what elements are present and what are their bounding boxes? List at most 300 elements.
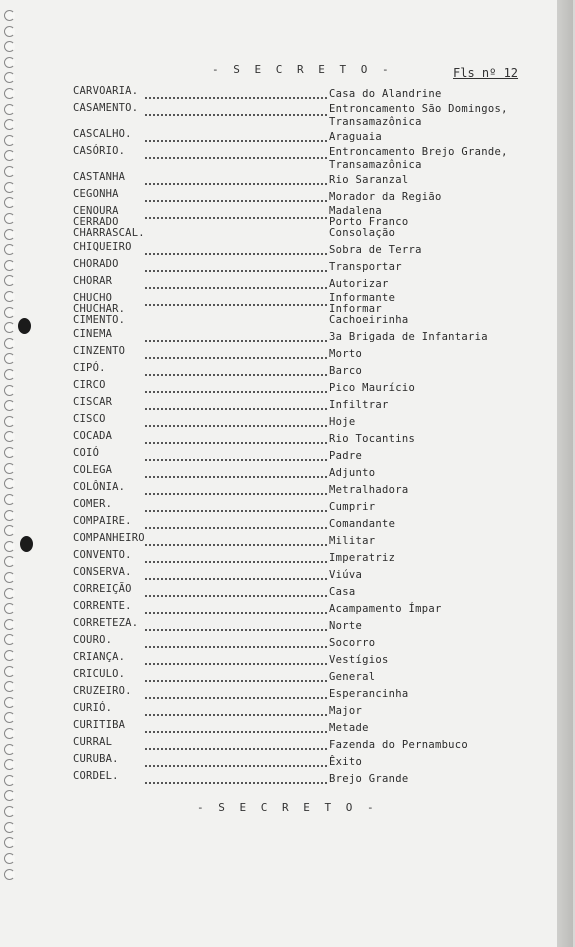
dot-leader — [145, 270, 327, 272]
codeword — [73, 346, 125, 356]
codeword-text: CORRETEZA. — [73, 617, 139, 629]
punch-hole — [4, 510, 15, 521]
codeword-meaning — [329, 550, 395, 567]
dot-leader — [145, 425, 327, 427]
codeword-meaning — [329, 189, 442, 206]
codeword — [73, 499, 112, 509]
dot-leader — [145, 157, 327, 159]
codeword — [73, 380, 106, 390]
codeword-entry — [73, 346, 543, 363]
codeword — [73, 516, 132, 526]
punch-hole — [4, 634, 15, 645]
binder-hole-mark — [20, 536, 33, 552]
meaning-text: Casa do Alandrine — [329, 88, 442, 100]
meaning-text: Infiltrar — [329, 399, 389, 411]
meaning-text: Rio Saranzal — [329, 174, 409, 186]
codeword — [73, 618, 138, 628]
codeword-entry — [73, 601, 543, 618]
codeword-text: COIÓ — [73, 447, 100, 459]
codeword-text: COMPANHEIRO — [73, 532, 145, 544]
codeword-meaning — [329, 737, 468, 754]
meaning-text: Transportar — [329, 261, 402, 273]
meaning-text: Comandante — [329, 518, 396, 530]
codeword-meaning — [329, 414, 356, 431]
codeword-entry — [73, 533, 543, 550]
meaning-text: 3a Brigada de Infantaria — [329, 331, 488, 343]
codeword-entry — [73, 129, 543, 146]
codeword-text: CHUCHO — [73, 292, 113, 304]
meaning-text: Socorro — [329, 637, 376, 649]
dot-leader — [145, 765, 327, 767]
codeword-meaning — [329, 397, 389, 414]
punch-hole — [4, 790, 15, 801]
punch-hole — [4, 588, 15, 599]
meaning-text: Morador da Região — [329, 191, 442, 203]
meaning-text: Sobra de Terra — [329, 244, 422, 256]
codeword-entry — [73, 686, 543, 703]
meaning-text: Transamazônica — [329, 116, 422, 128]
codeword-entry — [73, 206, 543, 242]
codeword-meaning — [329, 686, 408, 703]
codeword — [73, 172, 125, 182]
codeword-text: CRIANÇA. — [73, 651, 126, 663]
codeword-text: CURITIBA — [73, 719, 126, 731]
codeword-text: COURO. — [73, 634, 113, 646]
meaning-text: Cachoeirinha — [329, 314, 409, 326]
codeword-entry — [73, 567, 543, 584]
binder-punch-holes — [4, 0, 22, 890]
codeword — [73, 567, 132, 577]
codeword-meaning — [329, 380, 415, 397]
codeword — [73, 129, 132, 139]
codeword — [73, 737, 112, 747]
meaning-text: Pico Maurício — [329, 382, 416, 394]
codeword-entry — [73, 276, 543, 293]
codeword-entry — [73, 703, 543, 720]
dot-leader — [145, 510, 327, 512]
dot-leader — [145, 612, 327, 614]
codeword-text: CHORAR — [73, 275, 113, 287]
codeword-text: CRICULO. — [73, 668, 126, 680]
codeword-text: COCADA — [73, 430, 113, 442]
dot-leader — [145, 374, 327, 376]
codeword-entry — [73, 754, 543, 771]
punch-hole — [4, 385, 15, 396]
codeword — [73, 652, 125, 662]
codeword-meaning — [329, 465, 375, 482]
codeword-meaning — [329, 669, 375, 686]
codeword-text: COMER. — [73, 498, 113, 510]
codeword-entry — [73, 669, 543, 686]
page-number: Fls nº 12 — [453, 66, 519, 80]
punch-hole — [4, 291, 15, 302]
codeword — [73, 771, 119, 781]
codeword-text: CURUBA. — [73, 753, 119, 765]
codeword — [73, 686, 132, 696]
codeword-text: COLÔNIA. — [73, 481, 126, 493]
dot-leader — [145, 287, 327, 289]
codeword — [73, 431, 112, 441]
punch-hole — [4, 88, 15, 99]
punch-hole — [4, 182, 15, 193]
codeword-entry — [73, 259, 543, 276]
codeword — [73, 720, 125, 730]
punch-hole — [4, 229, 15, 240]
codeword — [73, 103, 138, 113]
codeword — [73, 276, 112, 286]
punch-hole — [4, 307, 15, 318]
meaning-text: Cumprir — [329, 501, 376, 513]
codeword-meaning — [329, 363, 362, 380]
codeword-meaning — [329, 516, 395, 533]
codeword-list — [73, 86, 543, 788]
dot-leader — [145, 714, 327, 716]
punch-hole — [4, 119, 15, 130]
dot-leader — [145, 731, 327, 733]
codeword-text: CASTANHA — [73, 171, 126, 183]
codeword — [73, 703, 112, 713]
codeword — [73, 533, 145, 543]
codeword-meaning — [329, 86, 442, 103]
codeword — [73, 86, 138, 96]
codeword — [73, 242, 132, 252]
dot-leader — [145, 140, 327, 142]
punch-hole — [4, 10, 15, 21]
meaning-text: Padre — [329, 450, 363, 462]
codeword-meaning — [329, 276, 389, 293]
codeword-entry — [73, 652, 543, 669]
codeword-entry — [73, 720, 543, 737]
codeword-meaning — [329, 431, 415, 448]
meaning-text: Imperatriz — [329, 552, 396, 564]
codeword-text: CONSERVA. — [73, 566, 132, 578]
punch-hole — [4, 135, 15, 146]
codeword — [73, 550, 132, 560]
punch-hole — [4, 556, 15, 567]
punch-hole — [4, 525, 15, 536]
scan-edge-shadow — [557, 0, 573, 947]
codeword — [73, 189, 119, 199]
codeword-entry — [73, 737, 543, 754]
codeword-meaning — [329, 293, 408, 326]
codeword-text: CASAMENTO. — [73, 102, 139, 114]
codeword-entry — [73, 635, 543, 652]
codeword-entry — [73, 584, 543, 601]
dot-leader — [145, 357, 327, 359]
dot-leader — [145, 304, 327, 306]
punch-hole — [4, 447, 15, 458]
punch-hole — [4, 463, 15, 474]
punch-hole — [4, 603, 15, 614]
punch-hole — [4, 26, 15, 37]
punch-hole — [4, 275, 15, 286]
meaning-text: Hoje — [329, 416, 356, 428]
punch-hole — [4, 712, 15, 723]
codeword-entry — [73, 172, 543, 189]
punch-hole — [4, 213, 15, 224]
punch-hole — [4, 853, 15, 864]
dot-leader — [145, 663, 327, 665]
codeword-entry — [73, 103, 543, 129]
codeword-text: CARVOARIA. — [73, 85, 139, 97]
meaning-text: Porto Franco — [329, 216, 409, 228]
punch-hole — [4, 431, 15, 442]
meaning-text: Metralhadora — [329, 484, 409, 496]
codeword-text: CURIÓ. — [73, 702, 113, 714]
meaning-text: Brejo Grande — [329, 773, 409, 785]
meaning-text: Fazenda do Pernambuco — [329, 739, 469, 751]
punch-hole — [4, 400, 15, 411]
codeword-text: CHORADO — [73, 258, 119, 270]
codeword-text: CERRADO — [73, 216, 119, 228]
codeword-meaning — [329, 206, 408, 239]
codeword-meaning — [329, 533, 375, 550]
punch-hole — [4, 338, 15, 349]
codeword-text: CIMENTO. — [73, 314, 126, 326]
dot-leader — [145, 476, 327, 478]
dot-leader — [145, 183, 327, 185]
codeword-entry — [73, 86, 543, 103]
dot-leader — [145, 578, 327, 580]
codeword — [73, 414, 106, 424]
punch-hole — [4, 822, 15, 833]
punch-hole — [4, 806, 15, 817]
meaning-text: Informar — [329, 303, 382, 315]
codeword-entry — [73, 482, 543, 499]
codeword-text: CRUZEIRO. — [73, 685, 132, 697]
codeword-entry — [73, 380, 543, 397]
punch-hole — [4, 416, 15, 427]
codeword-text: CISCO — [73, 413, 106, 425]
codeword-entry — [73, 363, 543, 380]
dot-leader — [145, 97, 327, 99]
codeword-meaning — [329, 720, 369, 737]
punch-hole — [4, 759, 15, 770]
punch-hole — [4, 619, 15, 630]
codeword-meaning — [329, 482, 408, 499]
codeword — [73, 259, 119, 269]
codeword-text: CHUCHAR. — [73, 303, 126, 315]
codeword-entry — [73, 771, 543, 788]
meaning-text: Consolação — [329, 227, 396, 239]
dot-leader — [145, 493, 327, 495]
codeword-text: CIRCO — [73, 379, 106, 391]
meaning-text: Entroncamento Brejo Grande, — [329, 146, 508, 158]
meaning-text: Rio Tocantins — [329, 433, 416, 445]
codeword — [73, 448, 99, 458]
codeword-text: CORRENTE. — [73, 600, 132, 612]
punch-hole — [4, 572, 15, 583]
punch-hole — [4, 322, 15, 333]
punch-hole — [4, 728, 15, 739]
codeword — [73, 482, 125, 492]
dot-leader — [145, 629, 327, 631]
meaning-text: Esperancinha — [329, 688, 409, 700]
codeword-text: CURRAL — [73, 736, 113, 748]
meaning-text: Informante — [329, 292, 396, 304]
punch-hole — [4, 697, 15, 708]
codeword-entry — [73, 516, 543, 533]
dot-leader — [145, 595, 327, 597]
codeword-entry — [73, 465, 543, 482]
punch-hole — [4, 775, 15, 786]
punch-hole — [4, 869, 15, 880]
codeword-meaning — [329, 601, 442, 618]
punch-hole — [4, 57, 15, 68]
codeword-meaning — [329, 567, 362, 584]
dot-leader — [145, 459, 327, 461]
meaning-text: Vestígios — [329, 654, 389, 666]
codeword-meaning — [329, 703, 362, 720]
punch-hole — [4, 478, 15, 489]
codeword-meaning — [329, 771, 408, 788]
punch-hole — [4, 244, 15, 255]
meaning-text: Morto — [329, 348, 363, 360]
dot-leader — [145, 442, 327, 444]
codeword-text: CORDEL. — [73, 770, 119, 782]
punch-hole — [4, 494, 15, 505]
meaning-text: Viúva — [329, 569, 363, 581]
codeword — [73, 363, 106, 373]
codeword-entry — [73, 293, 543, 329]
codeword-entry — [73, 146, 543, 172]
punch-hole — [4, 744, 15, 755]
meaning-text: Madalena — [329, 205, 382, 217]
dot-leader — [145, 561, 327, 563]
codeword-text: CIPÓ. — [73, 362, 106, 374]
codeword-meaning — [329, 346, 362, 363]
meaning-text: Militar — [329, 535, 376, 547]
header-classification: - S E C R E T O - — [212, 63, 393, 76]
meaning-text: Araguaia — [329, 131, 382, 143]
punch-hole — [4, 369, 15, 380]
punch-hole — [4, 353, 15, 364]
dot-leader — [145, 217, 327, 219]
meaning-text: Entroncamento São Domingos, — [329, 103, 508, 115]
punch-hole — [4, 197, 15, 208]
punch-hole — [4, 41, 15, 52]
codeword-meaning — [329, 329, 488, 346]
codeword-text: CEGONHA — [73, 188, 119, 200]
dot-leader — [145, 697, 327, 699]
codeword-meaning — [329, 618, 362, 635]
punch-hole — [4, 650, 15, 661]
punch-hole — [4, 72, 15, 83]
codeword-text: CINEMA — [73, 328, 113, 340]
codeword — [73, 397, 112, 407]
meaning-text: Transamazônica — [329, 159, 422, 171]
meaning-text: General — [329, 671, 376, 683]
codeword — [73, 669, 125, 679]
punch-hole — [4, 541, 15, 552]
codeword-meaning — [329, 129, 382, 146]
dot-leader — [145, 200, 327, 202]
codeword-meaning — [329, 448, 362, 465]
meaning-text: Êxito — [329, 756, 363, 768]
codeword — [73, 146, 125, 156]
codeword-text: COMPAIRE. — [73, 515, 132, 527]
codeword-text: CASÓRIO. — [73, 145, 126, 157]
meaning-text: Autorizar — [329, 278, 389, 290]
codeword — [73, 601, 132, 611]
meaning-text: Barco — [329, 365, 363, 377]
codeword — [73, 293, 125, 326]
footer-classification: - S E C R E T O - — [197, 801, 378, 814]
dot-leader — [145, 408, 327, 410]
codeword — [73, 584, 132, 594]
codeword-entry — [73, 431, 543, 448]
codeword-meaning — [329, 146, 508, 172]
codeword-entry — [73, 329, 543, 346]
codeword-text: CHIQUEIRO — [73, 241, 132, 253]
meaning-text: Metade — [329, 722, 369, 734]
codeword-text: CINZENTO — [73, 345, 126, 357]
codeword-text: CENOURA — [73, 205, 119, 217]
codeword — [73, 206, 145, 239]
codeword-entry — [73, 397, 543, 414]
codeword — [73, 754, 119, 764]
codeword-text: CORREIÇÃO — [73, 583, 132, 595]
dot-leader — [145, 782, 327, 784]
codeword-entry — [73, 618, 543, 635]
codeword-meaning — [329, 652, 389, 669]
punch-hole — [4, 166, 15, 177]
punch-hole — [4, 150, 15, 161]
codeword-entry — [73, 414, 543, 431]
codeword-text: CASCALHO. — [73, 128, 132, 140]
codeword-meaning — [329, 242, 422, 259]
dot-leader — [145, 253, 327, 255]
meaning-text: Norte — [329, 620, 363, 632]
codeword-text: CONVENTO. — [73, 549, 132, 561]
dot-leader — [145, 680, 327, 682]
punch-hole — [4, 681, 15, 692]
dot-leader — [145, 646, 327, 648]
codeword-meaning — [329, 172, 408, 189]
punch-hole — [4, 666, 15, 677]
dot-leader — [145, 748, 327, 750]
codeword-entry — [73, 550, 543, 567]
binder-hole-mark — [18, 318, 31, 334]
meaning-text: Casa — [329, 586, 356, 598]
punch-hole — [4, 104, 15, 115]
codeword-meaning — [329, 635, 375, 652]
dot-leader — [145, 340, 327, 342]
dot-leader — [145, 544, 327, 546]
meaning-text: Adjunto — [329, 467, 376, 479]
codeword-text: COLEGA — [73, 464, 113, 476]
punch-hole — [4, 260, 15, 271]
codeword-entry — [73, 448, 543, 465]
meaning-text: Major — [329, 705, 363, 717]
codeword-meaning — [329, 103, 508, 129]
meaning-text: Acampamento Ímpar — [329, 603, 442, 615]
punch-hole — [4, 837, 15, 848]
codeword-meaning — [329, 584, 356, 601]
codeword — [73, 329, 112, 339]
dot-leader — [145, 527, 327, 529]
codeword-entry — [73, 189, 543, 206]
codeword — [73, 465, 112, 475]
codeword-text: CISCAR — [73, 396, 113, 408]
codeword — [73, 635, 112, 645]
dot-leader — [145, 391, 327, 393]
codeword-meaning — [329, 754, 362, 771]
codeword-meaning — [329, 259, 402, 276]
dot-leader — [145, 114, 327, 116]
codeword-meaning — [329, 499, 375, 516]
codeword-entry — [73, 242, 543, 259]
